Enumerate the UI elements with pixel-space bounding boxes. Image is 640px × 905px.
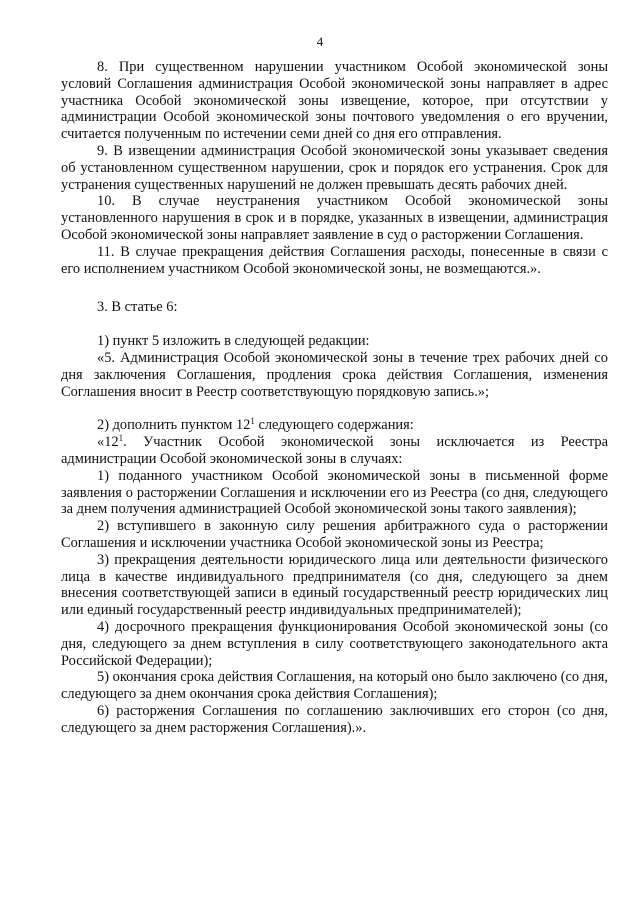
paragraph-12-1-text: . Участник Особой экономической зоны исключается из Реестра администрации Особой экономической зоны в случаях: bbox=[61, 434, 608, 467]
document-body bbox=[61, 59, 608, 736]
subitem-6: 6) расторжения Соглашения по соглашению заключивших его сторон (со дня, следующего за днем расторжения Соглашения).». bbox=[61, 702, 608, 736]
paragraph-10: 10. В случае неустранения участником Особой экономической зоны установленного нарушения в срок и в порядке, указанных в извещении, администрация Особой экономической зоны направляет заявление в суд о расторжении Соглашения. bbox=[61, 193, 608, 243]
paragraph-9: 9. В извещении администрация Особой экономической зоны указывает сведения об установленном существенном нарушении, срок и порядок его устранения. Срок для устранения существенных нарушений не должен превышать десять рабочих дней. bbox=[61, 142, 608, 193]
article-6-heading: 3. В статье 6: bbox=[97, 299, 178, 316]
amendment-item-2-text-end: следующего содержания: bbox=[254, 417, 414, 434]
paragraph-12-1 bbox=[61, 434, 608, 468]
subitem-4: 4) досрочного прекращения функционирования Особой экономической зоны (со дня, следующего за днем вступления в силу соответствующего законодательного акта Российской Федерации); bbox=[61, 618, 608, 669]
superscript: 1 bbox=[118, 433, 124, 444]
amendment-item-1-text: «5. Администрация Особой экономической зоны в течение трех рабочих дней со дня заключения Соглашения, продления срока действия Соглашения, изменения Соглашения вносит в Реестр соответствующую порядковую запись.»; bbox=[61, 349, 608, 400]
amendment-item-2-text: 2) дополнить пунктом 12 bbox=[97, 417, 251, 434]
subitem-3: 3) прекращения деятельности юридического лица или деятельности физического лица в качестве индивидуального предпринимателя (со дня, следующего за днем внесения соответствующей записи в единый государственный реестр юридических лиц или единый государственный реестр индивидуальных предпринимателей); bbox=[61, 551, 608, 619]
paragraph-12-1-number: «12 bbox=[97, 434, 119, 451]
subitem-5: 5) окончания срока действия Соглашения, на который оно было заключено (со дня, следующего за днем окончания срока действия Соглашения); bbox=[61, 669, 608, 703]
paragraph-8: 8. При существенном нарушении участником Особой экономической зоны условий Соглашения администрация Особой экономической зоны направляет в адрес участника Особой экономической зоны извещение, которое, при отсутствии у администрации Особой экономической зоны почтового уведомления о его вручении, считается полученным по истечении семи дней со дня его отправления. bbox=[61, 59, 608, 143]
subitem-1: 1) поданного участником Особой экономической зоны в письменной форме заявления о расторжении Соглашения и исключении его из Реестра (со дня, следующего за днем получения администрацией Особой экономической зоны такого заявления); bbox=[61, 467, 608, 518]
amendment-item-2 bbox=[61, 417, 608, 434]
superscript: 1 bbox=[250, 416, 255, 427]
paragraph-11: 11. В случае прекращения действия Соглашения расходы, понесенные в связи с его исполнением участником Особой экономической зоны, не возмещаются.». bbox=[61, 243, 608, 277]
amendment-item-1: 1) пункт 5 изложить в следующей редакции: bbox=[97, 333, 370, 350]
subitem-2: 2) вступившего в законную силу решения арбитражного суда о расторжении Соглашения и исключении участника Особой экономической зоны из Реестра; bbox=[61, 518, 608, 551]
page-number: 4 bbox=[316, 34, 324, 49]
